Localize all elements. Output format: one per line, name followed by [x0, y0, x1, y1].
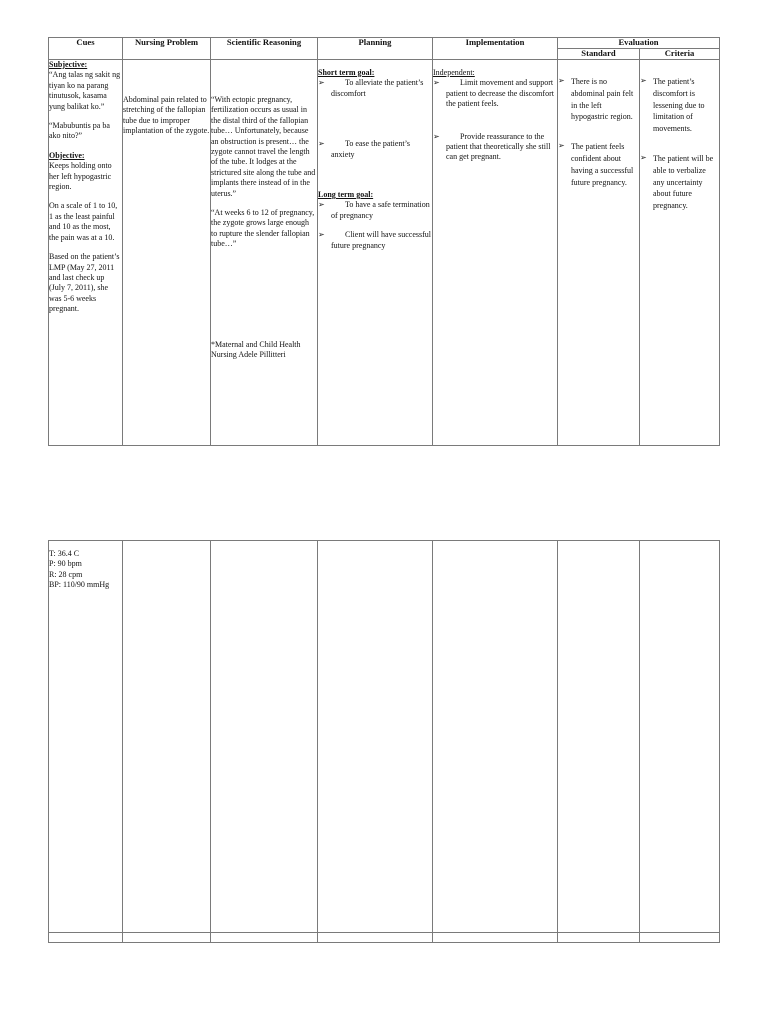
- empty-cell: [49, 933, 123, 943]
- independent-label: Independent:: [433, 68, 475, 77]
- header-scientific-reasoning: Scientific Reasoning: [211, 38, 318, 60]
- arrow-bullet-icon: ➢: [318, 200, 325, 210]
- nursing-problem-text: Abdominal pain related to stretching of the fallopian tube due to improper implantation of the zygote.: [123, 95, 210, 136]
- arrow-bullet-icon: ➢: [433, 131, 440, 141]
- vital-sign: R: 28 cpm: [49, 569, 83, 579]
- list-item: ➢ To ease the patient’s anxiety: [318, 139, 410, 159]
- empty-cell: [318, 541, 433, 933]
- list-item: ➢ Provide reassurance to the patient that theoretically she still can get pregnant.: [433, 131, 551, 162]
- header-standard: Standard: [558, 49, 640, 60]
- nursing-care-plan-table: [48, 37, 720, 446]
- list-item: ➢ Client will have successful future pregnancy: [318, 230, 431, 250]
- list-item: ➢ The patient will be able to verbalize any uncertainty about future pregnancy.: [640, 152, 714, 211]
- scientific-reasoning-cell: [211, 60, 318, 446]
- nursing-problem-cell: [123, 60, 211, 446]
- empty-cell: [558, 541, 640, 933]
- arrow-bullet-icon: ➢: [318, 139, 325, 149]
- list-item: ➢ The patient’s discomfort is lessening due to limitation of movements.: [640, 76, 705, 134]
- header-implementation: Implementation: [433, 38, 558, 60]
- header-nursing-problem: Nursing Problem: [123, 38, 211, 60]
- subjective-label: Subjective:: [49, 60, 88, 69]
- subjective-statement: “Ang talas ng sakit ng tiyan ko na parang tinutusok, kasama yung balikat ko.”: [49, 70, 121, 111]
- empty-cell: [433, 541, 558, 933]
- empty-cell: [433, 933, 558, 943]
- empty-cell: [318, 933, 433, 943]
- vital-signs-cell: [49, 541, 123, 933]
- empty-cell: [640, 933, 720, 943]
- arrow-bullet-icon: ➢: [558, 76, 565, 85]
- list-item: ➢ There is no abdominal pain felt in the left hypogastric region.: [558, 76, 634, 122]
- objective-statement: On a scale of 1 to 10, 1 as the least painful and 10 as the most, the pain was at a 10.: [49, 201, 118, 242]
- cues-cell: [49, 60, 123, 446]
- empty-cell: [558, 933, 640, 943]
- objective-label: Objective:: [49, 150, 85, 160]
- arrow-bullet-icon: ➢: [640, 76, 647, 85]
- empty-cell: [640, 541, 720, 933]
- objective-statement: Keeps holding onto her left hypogastric region.: [49, 161, 112, 192]
- list-item: ➢ To alleviate the patient’s discomfort: [318, 78, 424, 98]
- list-item: ➢ The patient feels confident about having a successful future pregnancy.: [558, 141, 634, 187]
- empty-cell: [123, 933, 211, 943]
- subjective-statement: “Mabubuntis pa ba ako nito?”: [49, 121, 110, 141]
- vital-sign: BP: 110/90 mmHg: [49, 580, 110, 590]
- arrow-bullet-icon: ➢: [318, 230, 325, 240]
- arrow-bullet-icon: ➢: [558, 141, 565, 151]
- arrow-bullet-icon: ➢: [433, 78, 440, 88]
- header-criteria: Criteria: [640, 49, 720, 60]
- empty-cell: [211, 933, 318, 943]
- reference-citation: *Maternal and Child Health Nursing Adele Pillitteri: [211, 339, 301, 360]
- criteria-cell: [640, 60, 720, 446]
- header-cues: Cues: [49, 38, 123, 60]
- implementation-cell: [433, 60, 558, 446]
- list-item: ➢ Limit movement and support patient to decrease the discomfort the patient feels.: [433, 78, 554, 109]
- standard-cell: [558, 60, 640, 446]
- empty-cell: [211, 541, 318, 933]
- reasoning-quote: “At weeks 6 to 12 of pregnancy, the zygote grows large enough to rupture the slender fallopian tube…”: [211, 208, 315, 249]
- header-planning: Planning: [318, 38, 433, 60]
- vital-sign: P: 90 bpm: [49, 559, 82, 569]
- planning-cell: [318, 60, 433, 446]
- arrow-bullet-icon: ➢: [318, 78, 325, 88]
- short-term-goal-label: Short term goal:: [318, 68, 375, 77]
- empty-cell: [123, 541, 211, 933]
- list-item: ➢ To have a safe termination of pregnancy: [318, 200, 430, 220]
- header-evaluation: Evaluation: [558, 38, 720, 49]
- vital-sign: T: 36.4 C: [49, 549, 80, 558]
- long-term-goal-label: Long term goal:: [318, 190, 374, 200]
- nursing-care-plan-table-continued: [48, 540, 720, 943]
- reasoning-quote: “With ectopic pregnancy, fertilization occurs as usual in the distal third of the fallopian tube… Unfortunately, because an obstruction is present… the zygote cannot travel the length of the tube. It lodges at the strictured site along the tube and implants there instead of in the uterus.”: [211, 95, 316, 198]
- arrow-bullet-icon: ➢: [640, 152, 647, 162]
- objective-statement: Based on the patient’s LMP (May 27, 2011 and last check up (July 7, 2011), she was 5-6 weeks pregnant.: [49, 252, 120, 314]
